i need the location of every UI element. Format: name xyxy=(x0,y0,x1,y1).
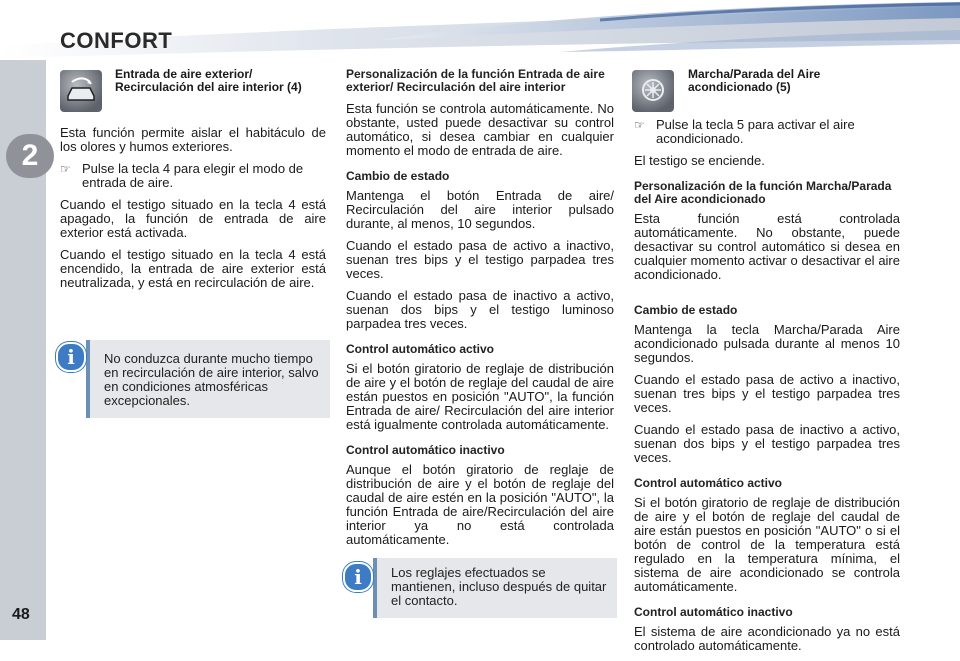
col1-para-2: Cuando el testigo situado en la tecla 4 está apagado, la función de entrada de aire exterior está activada. xyxy=(60,197,326,240)
col2-heading: Personalización de la función Entrada de aire exterior/ Recirculación del aire interior xyxy=(346,67,605,94)
col2-heading-inactivo: Control automático inactivo xyxy=(346,443,505,457)
col3-heading-line2: acondicionado (5) xyxy=(688,80,791,94)
col2-heading-activo: Control automático activo xyxy=(346,342,495,356)
info-text-col1: No conduzca durante mucho tiempo en recirculación de aire interior, salvo en condiciones atmosféricas excepcionales. xyxy=(104,351,319,408)
info-box-col1 xyxy=(86,340,330,418)
page-number: 48 xyxy=(12,606,30,623)
info-icon: i xyxy=(343,562,373,592)
info-text-col2: Los reglajes efectuados se mantienen, incluso después de quitar el contacto. xyxy=(391,565,607,608)
col3-bullet-text: Pulse la tecla 5 para activar el aire acondicionado. xyxy=(656,117,855,146)
col3-para-7: El sistema de aire acondicionado ya no está controlado automáticamente. xyxy=(634,624,900,653)
column-3 xyxy=(634,118,900,661)
col2-para-6: Aunque el botón giratorio de reglaje de distribución de aire y el botón de reglaje del caudal de aire estén en la posición "AUTO", la función Entrada de aire/Recirculación del aire interior ya no está controlada automáticamente. xyxy=(346,462,614,547)
col2-para-5: Si el botón giratorio de reglaje de distribución de aire y el botón de reglaje del caudal de aire están puestos en posición "AUTO", la función Entrada de aire/ Recirculación del aire interior está igualmente controlada automáticamente. xyxy=(346,361,614,432)
page-title: CONFORT xyxy=(60,28,173,53)
col2-para-1: Esta función se controla automáticamente. No obstante, usted puede desactivar su control automático, si desea cambiar en cualquier momento el modo de entrada de aire. xyxy=(346,101,614,158)
col3-para-1: El testigo se enciende. xyxy=(634,153,765,168)
col3-heading-line1: Marcha/Parada del Aire xyxy=(688,67,821,81)
hand-pointer-icon: ☞ xyxy=(634,118,645,132)
air-recirculation-icon xyxy=(60,70,102,112)
col2-para-2: Mantenga el botón Entrada de aire/ Recirculación del aire interior pulsado durante, al menos, 10 segundos. xyxy=(346,188,614,231)
col3-heading xyxy=(688,68,898,94)
col1-heading-line1: Entrada de aire exterior/ xyxy=(115,67,253,81)
column-1 xyxy=(60,126,326,298)
col2-para-3: Cuando el estado pasa de activo a inactivo, suenan tres bips y el testigo parpadea tres veces. xyxy=(346,238,614,281)
col3-para-3: Mantenga la tecla Marcha/Parada Aire acondicionado pulsada durante al menos 10 segundos. xyxy=(634,322,900,365)
col3-heading-inactivo: Control automático inactivo xyxy=(634,605,793,619)
col3-heading-activo: Control automático activo xyxy=(634,476,783,490)
col1-bullet xyxy=(60,162,326,190)
col1-heading-line2: Recirculación del aire interior (4) xyxy=(115,80,302,94)
col3-para-5: Cuando el estado pasa de inactivo a activo, suenan dos bips y el testigo parpadea tres veces. xyxy=(634,422,900,465)
col3-heading-cambio: Cambio de estado xyxy=(634,303,738,317)
col1-heading xyxy=(115,68,325,94)
col1-para-3: Cuando el testigo situado en la tecla 4 está encendido, la entrada de aire exterior está neutralizada, y está en recirculación de aire. xyxy=(60,247,326,290)
info-icon: i xyxy=(56,342,86,372)
col3-para-4: Cuando el estado pasa de activo a inactivo, suenan tres bips y el testigo parpadea tres veces. xyxy=(634,372,900,415)
hand-pointer-icon: ☞ xyxy=(60,162,71,176)
col1-bullet-text: Pulse la tecla 4 para elegir el modo de entrada de aire. xyxy=(82,161,304,190)
col3-para-6: Si el botón giratorio de reglaje de distribución de aire y el botón de reglaje del caudal de aire están puestos en posición "AUTO" o si el botón de control de la temperatura está regulado en la temperatura mínima, el sistema de aire acondicionado se controla automáticamente. xyxy=(634,495,900,594)
col1-intro: Esta función permite aislar el habitáculo de los olores y humos exteriores. xyxy=(60,125,326,154)
column-2 xyxy=(346,68,614,555)
col3-para-2: Esta función está controlada automáticamente. No obstante, puede desactivar su control automático si desea en cualquier momento activar o desactivar el aire acondicionado. xyxy=(634,211,900,282)
page-header xyxy=(0,0,960,68)
fan-ac-icon xyxy=(632,70,674,112)
info-box-col2 xyxy=(373,558,617,618)
col2-heading-cambio: Cambio de estado xyxy=(346,169,450,183)
col3-bullet xyxy=(634,118,900,146)
col2-para-4: Cuando el estado pasa de inactivo a activo, suenan dos bips y el testigo luminoso parpadea tres veces. xyxy=(346,288,614,331)
chapter-badge: 2 xyxy=(6,134,54,178)
col3-heading-personal: Personalización de la función Marcha/Parada del Aire acondicionado xyxy=(634,179,892,206)
